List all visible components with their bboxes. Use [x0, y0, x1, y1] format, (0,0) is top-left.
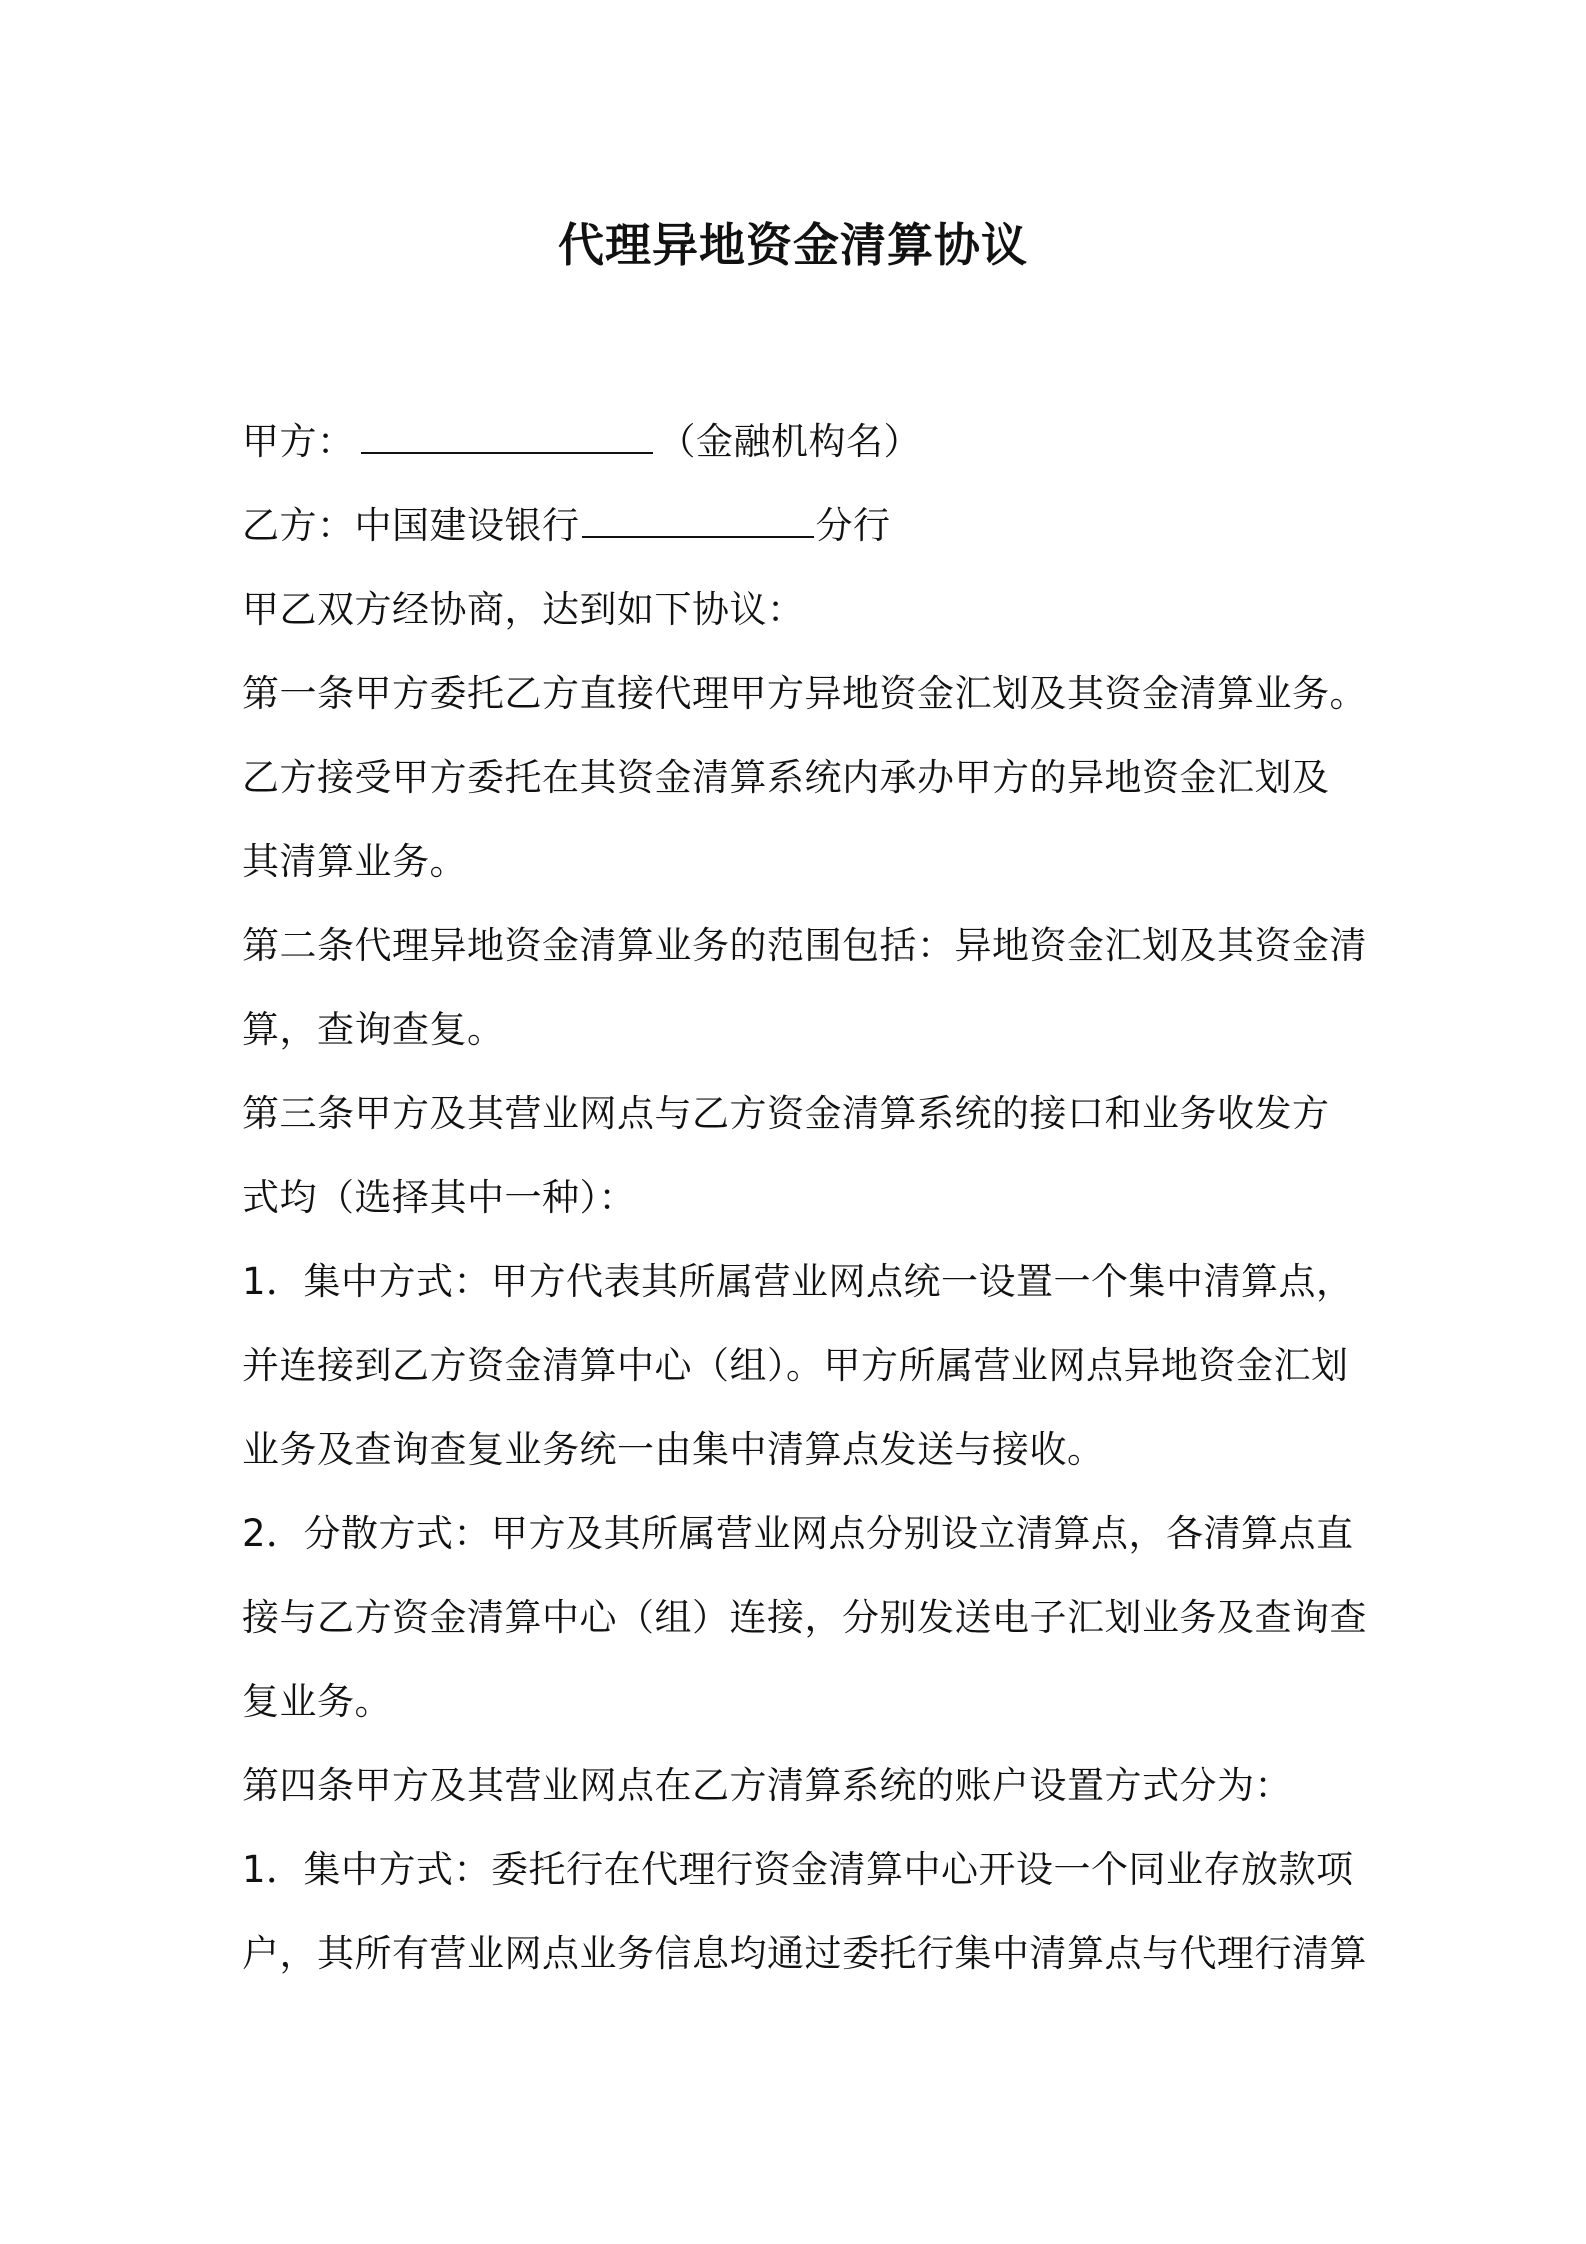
party-b-blank: [582, 512, 814, 538]
party-a-suffix: （金融机构名）: [658, 420, 921, 463]
paragraph-line: 第二条代理异地资金清算业务的范围包括：异地资金汇划及其资金清: [242, 924, 1367, 967]
party-b-line: [242, 484, 1362, 568]
paragraph-line: 复业务。: [242, 1680, 392, 1723]
document-title: 代理异地资金清算协议: [558, 218, 1028, 272]
paragraph-line: 算，查询查复。: [242, 1008, 505, 1051]
paragraph-line: 1．集中方式：委托行在代理行资金清算中心开设一个同业存放款项: [242, 1848, 1354, 1891]
party-b-label: 乙方：中国建设银行: [242, 504, 580, 547]
document-body: [242, 400, 1367, 1996]
paragraph-line: 接与乙方资金清算中心（组）连接，分别发送电子汇划业务及查询查: [242, 1596, 1367, 1639]
paragraph-line: 2．分散方式：甲方及其所属营业网点分别设立清算点，各清算点直: [242, 1512, 1354, 1555]
paragraph-line: 甲乙双方经协商，达到如下协议：: [242, 588, 805, 631]
paragraph-line: 户，其所有营业网点业务信息均通过委托行集中清算点与代理行清算: [242, 1932, 1367, 1975]
party-a-label: 甲方：: [242, 420, 355, 463]
party-a-blank: [361, 428, 653, 454]
paragraph-line: 式均（选择其中一种）：: [242, 1176, 636, 1219]
paragraph-line: 第三条甲方及其营业网点与乙方资金清算系统的接口和业务收发方: [242, 1092, 1330, 1135]
party-b-suffix: 分行: [815, 504, 891, 547]
party-a-line: [242, 400, 1362, 484]
paragraph-line: 1．集中方式：甲方代表其所属营业网点统一设置一个集中清算点，: [242, 1260, 1354, 1303]
paragraph-line: 业务及查询查复业务统一由集中清算点发送与接收。: [242, 1428, 1105, 1471]
paragraph-line: 第四条甲方及其营业网点在乙方清算系统的账户设置方式分为：: [242, 1764, 1292, 1807]
paragraph-line: 其清算业务。: [242, 840, 467, 883]
paragraph-line: 第一条甲方委托乙方直接代理甲方异地资金汇划及其资金清算业务。: [242, 672, 1367, 715]
paragraph-line: 并连接到乙方资金清算中心（组）。甲方所属营业网点异地资金汇划: [242, 1344, 1349, 1387]
paragraph-line: 乙方接受甲方委托在其资金清算系统内承办甲方的异地资金汇划及: [242, 756, 1330, 799]
